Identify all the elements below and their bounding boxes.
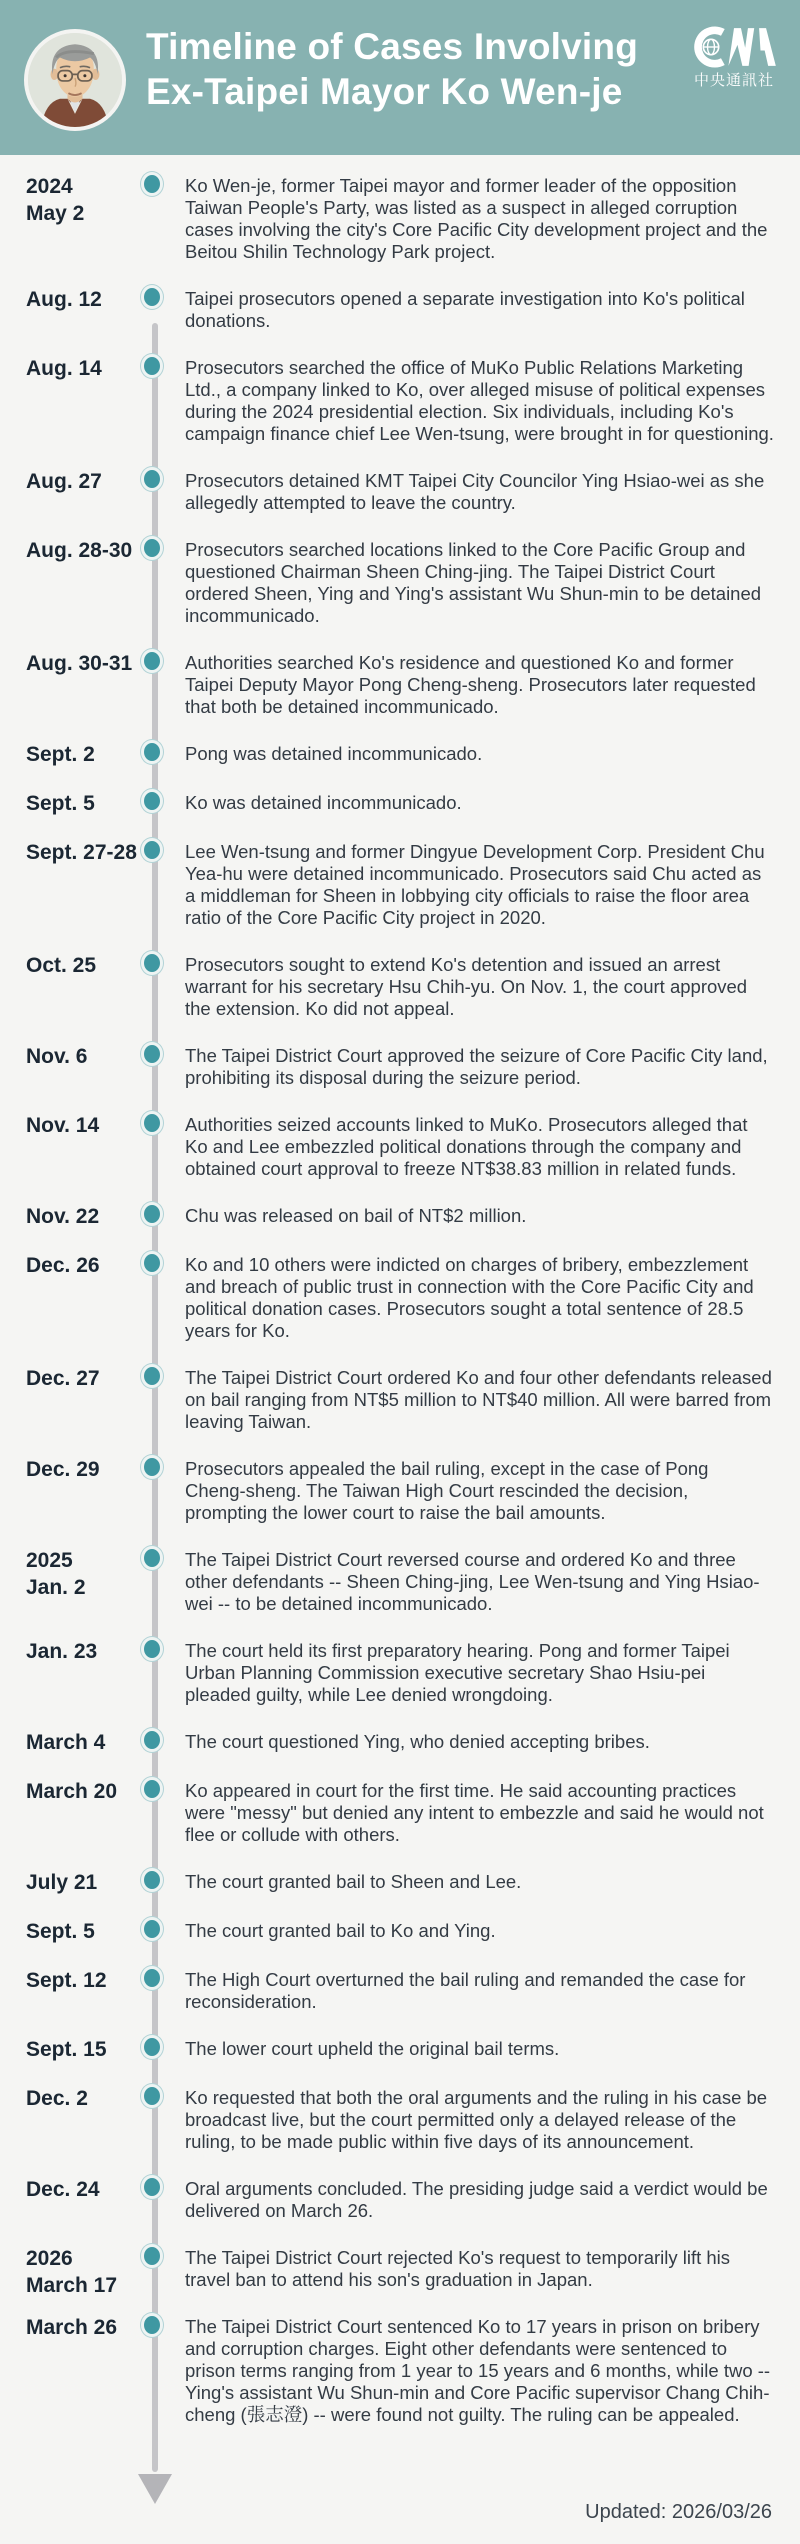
timeline-dot-icon <box>141 1455 163 1479</box>
entry-date-column <box>26 2314 141 2341</box>
timeline-dot-icon <box>141 649 163 673</box>
entry-date-column <box>26 1252 141 1279</box>
timeline-dot-icon <box>141 285 163 309</box>
entry-text: The Taipei District Court rejected Ko's request to temporarily lift his travel ban to attend his son's graduation in Japan. <box>185 2247 731 2290</box>
entry-date-column <box>26 2036 141 2063</box>
timeline-entry <box>0 1780 800 1846</box>
timeline-entry <box>0 1549 800 1615</box>
entry-year: 2024 <box>26 175 73 198</box>
timeline-dot-icon <box>141 1364 163 1388</box>
entry-date: Aug. 12 <box>26 288 102 311</box>
timeline-entry <box>0 2038 800 2062</box>
timeline-dot-icon <box>141 1042 163 1066</box>
timeline-arrow-icon <box>138 2474 172 2504</box>
portrait-illustration <box>28 33 122 127</box>
entry-date: Sept. 15 <box>26 2038 107 2061</box>
entry-text: Ko appeared in court for the first time. He said accounting practices were "messy" but denied any intent to embezzle and said he would not flee or collude with others. <box>185 1780 764 1845</box>
entry-date-column <box>26 1638 141 1665</box>
entry-date-column <box>26 355 141 382</box>
entry-date: Sept. 27-28 <box>26 841 137 864</box>
entry-date-column <box>26 952 141 979</box>
entry-date-column <box>26 1729 141 1756</box>
entry-date: Dec. 26 <box>26 1254 100 1277</box>
timeline-dot-icon <box>141 467 163 491</box>
entry-text: Prosecutors detained KMT Taipei City Councilor Ying Hsiao-wei as she allegedly attempted to leave the country. <box>185 470 765 513</box>
entry-text: Authorities searched Ko's residence and questioned Ko and former Taipei Deputy Mayor Pong Cheng-sheng. Prosecutors later requested that both be detained incommunicado. <box>185 652 756 717</box>
entry-date-column <box>26 1869 141 1896</box>
entry-text: The High Court overturned the bail ruling and remanded the case for reconsideration. <box>185 1969 746 2012</box>
entry-date-column <box>26 1918 141 1945</box>
entry-year: 2026 <box>26 2247 73 2270</box>
timeline-dot-icon <box>141 951 163 975</box>
entry-text: The Taipei District Court ordered Ko and four other defendants released on bail ranging from NT$5 million to NT$40 million. All were barred from leaving Taiwan. <box>185 1367 772 1432</box>
entry-text: Taipei prosecutors opened a separate investigation into Ko's political donations. <box>185 288 745 331</box>
timeline-dot-icon <box>141 1728 163 1752</box>
entry-text: Authorities seized accounts linked to MuKo. Prosecutors alleged that Ko and Lee embezzled political donations through the company and obtained court approval to freeze NT$38.83 million in related funds. <box>185 1114 748 1179</box>
timeline-entry <box>0 1254 800 1342</box>
entry-date-column <box>26 790 141 817</box>
entry-text: The Taipei District Court sentenced Ko to 17 years in prison on bribery and corruption charges. Eight other defendants were sentenced to prison terms ranging from 1 year to 15 years and 6 months, while two -- Ying's assistant Wu Shun-min and Core Pacific supervisor Chang Chih-cheng (張志澄) -- were found not guilty. The ruling can be appealed. <box>185 2316 771 2425</box>
timeline-entry <box>0 470 800 514</box>
entry-date-column <box>26 741 141 768</box>
timeline-entry <box>0 652 800 718</box>
timeline-entries <box>0 175 800 2426</box>
entry-date-column <box>26 1547 141 1601</box>
cna-logo <box>684 24 784 90</box>
timeline-dot-icon <box>141 838 163 862</box>
entry-text: The lower court upheld the original bail terms. <box>185 2038 560 2059</box>
timeline-dot-icon <box>141 1637 163 1661</box>
timeline-dot-icon <box>141 1777 163 1801</box>
cna-logo-icon <box>692 24 776 70</box>
timeline-dot-icon <box>141 354 163 378</box>
entry-text: The court held its first preparatory hearing. Pong and former Taipei Urban Planning Commission executive secretary Shao Hsiu-pei pleaded guilty, while Lee denied wrongdoing. <box>185 1640 730 1705</box>
timeline-entry <box>0 1871 800 1895</box>
timeline-entry <box>0 1367 800 1433</box>
entry-date: Jan. 2 <box>26 1576 86 1599</box>
title-line-2: Ex-Taipei Mayor Ko Wen-je <box>146 71 623 112</box>
entry-date-column <box>26 839 141 866</box>
entry-date: Jan. 23 <box>26 1640 98 1663</box>
entry-text: Prosecutors searched locations linked to the Core Pacific Group and questioned Chairman Sheen Ching-jing. The Taipei District Court ordered Sheen, Ying and Ying's assistant Wu Shun-min to be detained incommunicado. <box>185 539 762 626</box>
entry-text: The court questioned Ying, who denied accepting bribes. <box>185 1731 650 1752</box>
timeline-dot-icon <box>141 1546 163 1570</box>
timeline-dot-icon <box>141 2035 163 2059</box>
cna-logo-text: 中央通訊社 <box>693 72 774 89</box>
title-line-1: Timeline of Cases Involving <box>146 26 639 67</box>
entry-text: Chu was released on bail of NT$2 million. <box>185 1205 527 1226</box>
entry-date: Sept. 5 <box>26 792 95 815</box>
entry-date-column <box>26 1365 141 1392</box>
timeline-entry <box>0 1045 800 1089</box>
entry-date: May 2 <box>26 202 85 225</box>
entry-date: March 26 <box>26 2316 118 2339</box>
timeline-entry <box>0 1114 800 1180</box>
entry-text: Prosecutors appealed the bail ruling, except in the case of Pong Cheng-sheng. The Taiwan High Court rescinded the decision, prompting the lower court to raise the bail amounts. <box>185 1458 709 1523</box>
timeline-dot-icon <box>141 1202 163 1226</box>
entry-text: Ko requested that both the oral arguments and the ruling in his case be broadcast live, but the court permitted only a delayed release of the ruling, to be made public within five days of its announcement. <box>185 2087 768 2152</box>
timeline-entry <box>0 175 800 263</box>
entry-date-column <box>26 2245 141 2299</box>
entry-date: Dec. 29 <box>26 1458 100 1481</box>
entry-date-column <box>26 650 141 677</box>
entry-date-column <box>26 1112 141 1139</box>
updated-label: Updated: 2026/03/26 <box>585 2501 772 2523</box>
entry-date: Sept. 2 <box>26 743 95 766</box>
timeline-dot-icon <box>141 1111 163 1135</box>
entry-date-column <box>26 1967 141 1994</box>
timeline-entry <box>0 1640 800 1706</box>
timeline-dot-icon <box>141 1868 163 1892</box>
entry-date-column <box>26 286 141 313</box>
timeline-entry <box>0 1205 800 1229</box>
entry-date: March 17 <box>26 2274 118 2297</box>
entry-text: The court granted bail to Ko and Ying. <box>185 1920 496 1941</box>
entry-date: Sept. 5 <box>26 1920 95 1943</box>
entry-date: Sept. 12 <box>26 1969 107 1992</box>
timeline-entry <box>0 743 800 767</box>
entry-text: Ko Wen-je, former Taipei mayor and former leader of the opposition Taiwan People's Party, was listed as a suspect in alleged corruption cases involving the city's Core Pacific City development project and the Beitou Shilin Technology Park project. <box>185 175 768 262</box>
timeline-dot-icon <box>141 789 163 813</box>
timeline-entry <box>0 2087 800 2153</box>
timeline-dot-icon <box>141 2084 163 2108</box>
entry-date: Dec. 27 <box>26 1367 100 1390</box>
timeline-dot-icon <box>141 172 163 196</box>
timeline-entry <box>0 2316 800 2426</box>
timeline-dot-icon <box>141 1917 163 1941</box>
entry-date: Nov. 14 <box>26 1114 100 1137</box>
entry-date-column <box>26 1778 141 1805</box>
timeline-dot-icon <box>141 1251 163 1275</box>
entry-text: The Taipei District Court approved the seizure of Core Pacific City land, prohibiting its disposal during the seizure period. <box>185 1045 768 1088</box>
timeline <box>0 155 800 2544</box>
timeline-entry <box>0 2178 800 2222</box>
entry-date: Aug. 14 <box>26 357 102 380</box>
entry-date-column <box>26 173 141 227</box>
timeline-entry <box>0 539 800 627</box>
entry-text: The Taipei District Court reversed course and ordered Ko and three other defendants -- Sheen Ching-jing, Lee Wen-tsung and Ying Hsiao-wei -- to be detained incommunicado. <box>185 1549 760 1614</box>
timeline-entry <box>0 1920 800 1944</box>
timeline-dot-icon <box>141 2313 163 2337</box>
timeline-entry <box>0 1731 800 1755</box>
header-banner <box>0 0 800 155</box>
timeline-entry <box>0 954 800 1020</box>
entry-text: Lee Wen-tsung and former Dingyue Development Corp. President Chu Yea-hu were detained incommunicado. Prosecutors said Chu acted as a middleman for Sheen in lobbying city officials to raise the floor area ratio of the Core Pacific City project in 2020. <box>185 841 765 928</box>
timeline-entry <box>0 357 800 445</box>
timeline-entry <box>0 841 800 929</box>
entry-date-column <box>26 1456 141 1483</box>
timeline-entry <box>0 2247 800 2297</box>
timeline-dot-icon <box>141 2175 163 2199</box>
entry-text: Prosecutors searched the office of MuKo Public Relations Marketing Ltd., a company linked to Ko, over alleged misuse of political expenses during the 2024 presidential election. Six individuals, including Ko's campaign finance chief Lee Wen-tsung, were brought in for questioning. <box>185 357 774 444</box>
entry-text: Ko was detained incommunicado. <box>185 792 462 813</box>
entry-date: Oct. 25 <box>26 954 97 977</box>
timeline-entry <box>0 1969 800 2013</box>
timeline-dot-icon <box>141 2244 163 2268</box>
entry-date: July 21 <box>26 1871 98 1894</box>
timeline-entry <box>0 1458 800 1524</box>
entry-date-column <box>26 1203 141 1230</box>
page-title <box>146 24 638 114</box>
timeline-entry <box>0 288 800 332</box>
entry-date: Nov. 6 <box>26 1045 88 1068</box>
entry-date-column <box>26 537 141 564</box>
entry-text: Prosecutors sought to extend Ko's detention and issued an arrest warrant for his secretary Hsu Chih-yu. On Nov. 1, the court approved the extension. Ko did not appeal. <box>185 954 748 1019</box>
entry-text: Oral arguments concluded. The presiding judge said a verdict would be delivered on March 26. <box>185 2178 768 2221</box>
entry-date: March 20 <box>26 1780 118 1803</box>
entry-date: Aug. 27 <box>26 470 102 493</box>
entry-date: Aug. 28-30 <box>26 539 133 562</box>
timeline-dot-icon <box>141 1966 163 1990</box>
entry-text: The court granted bail to Sheen and Lee. <box>185 1871 522 1892</box>
entry-year: 2025 <box>26 1549 73 1572</box>
entry-date-column <box>26 1043 141 1070</box>
entry-date-column <box>26 2176 141 2203</box>
entry-date: Aug. 30-31 <box>26 652 133 675</box>
timeline-dot-icon <box>141 536 163 560</box>
entry-date: Dec. 24 <box>26 2178 100 2201</box>
entry-text: Ko and 10 others were indicted on charges of bribery, embezzlement and breach of public trust in connection with the Core Pacific City and political donation cases. Prosecutors sought a total sentence of 28.5 years for Ko. <box>185 1254 754 1341</box>
entry-date-column <box>26 468 141 495</box>
entry-date-column <box>26 2085 141 2112</box>
entry-date: March 4 <box>26 1731 106 1754</box>
entry-text: Pong was detained incommunicado. <box>185 743 483 764</box>
timeline-entry <box>0 792 800 816</box>
entry-date: Dec. 2 <box>26 2087 88 2110</box>
timeline-dot-icon <box>141 740 163 764</box>
ko-wen-je-portrait <box>24 29 126 131</box>
entry-date: Nov. 22 <box>26 1205 100 1228</box>
